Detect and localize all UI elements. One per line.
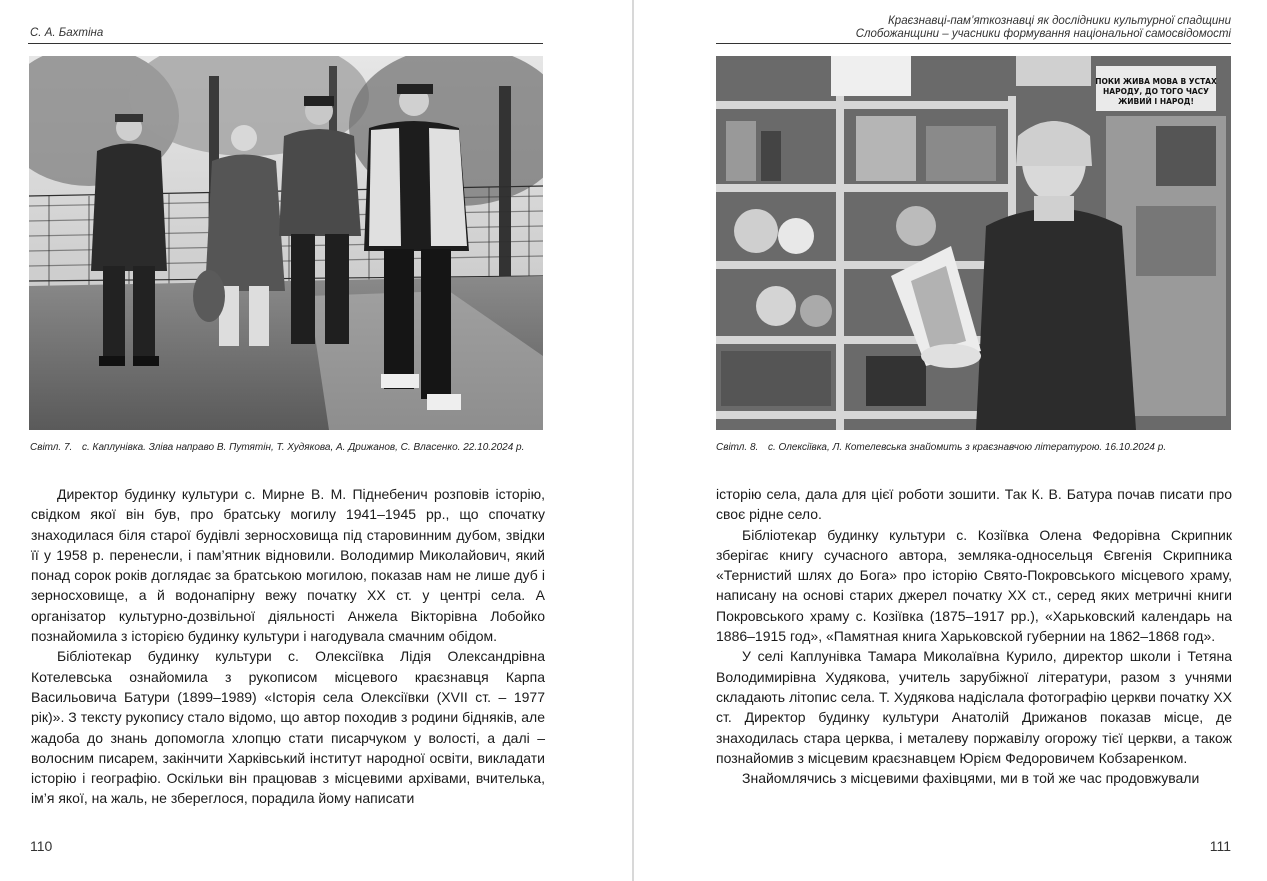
running-head-line: Краєзнавці-пам’яткознавці як дослідники культурної спадщини: [888, 15, 1231, 27]
photo-caption: [716, 442, 1226, 454]
paragraph: Знайомлячись з місцевими фахівцями, ми в той же час продовжували: [742, 770, 1200, 787]
caption-label: Світл. 8.: [716, 442, 759, 453]
right-page: [634, 0, 1267, 881]
running-head-author: С. А. Бахтіна: [30, 27, 104, 39]
svg-text:ЖИВИЙ І НАРОД!: ЖИВИЙ І НАРОД!: [1118, 97, 1194, 106]
caption-text: с. Олексіївка, Л. Котелевська знайомить з краєзнавчою літературою. 16.10.2024 р.: [768, 442, 1167, 453]
photo-caption: [30, 442, 540, 454]
running-head-title: [856, 15, 1231, 41]
photo-librarian: [716, 56, 1231, 430]
running-head-line: Слобожанщини – учасники формування національної самосвідомості: [855, 28, 1231, 40]
left-page: [0, 0, 633, 881]
paragraph: Бібліотекар будинку культури с. Козіївка Олена Федорівна Скрипник зберігає книгу сучасного автора, земляка-односельця Євгенія Скрипника «Тернистий шлях до Бога» про історію Свято-Покровського місцевого храму, написану на основі старих джерел початку ХХ ст., серед яких метричні книги Покровського храму с. Козіївка (1875–1917 рр.), «Харьковский календарь на 1886–1915 год», «Памятная книга Харьковской губернии на 1862–1868 год».: [716, 526, 1232, 645]
header-rule: [28, 43, 543, 44]
photo-image: [29, 56, 543, 430]
paragraph: Бібліотекар будинку культури с. Олексіївка Лідія Олександрівна Котелевська ознайомила з рукописом місцевого краєзнавця Карпа Васильовича Батури (1899–1989) «Історія села Олексіївки (XVII ст. – 1977 рік)». З тексту рукопису стало відомо, що автор походив з родини бідняків, але жадоба до знань допомогла хлопцю стати писарчуком у волості, а далі – волосним писарем, закінчити Харківський інститут народної освіти, викладати історію і географію. Оскільки він працював з місцевими архівами, вчителька, ім’я якої, на жаль, не збереглося, порадила йому написати: [31, 648, 545, 807]
body-text: [716, 484, 1232, 788]
caption-label: Світл. 7.: [30, 442, 73, 453]
svg-text:НАРОДУ, ДО ТОГО ЧАСУ: НАРОДУ, ДО ТОГО ЧАСУ: [1103, 87, 1209, 96]
photo-group-portrait: [29, 56, 543, 430]
photo-image: [716, 56, 1231, 430]
page-number: 111: [1209, 838, 1231, 854]
paragraph: У селі Каплунівка Тамара Миколаївна Курило, директор школи і Тетяна Володимирівна Худякова, учитель зарубіжної літератури, разом з учнями складають літопис села. Т. Худякова надіслала фотографію церкви початку ХХ ст. Директор будинку культури Анатолій Дрижанов показав місце, де знаходилась стара церква, і металеву поржавілу огорожу тієї церкви, а також познайомив з місцевим краєзнавцем Юрієм Федоровичем Кобзаренком.: [716, 648, 1232, 766]
page-number: 110: [30, 838, 53, 854]
paragraph: історію села, дала для цієї роботи зошити. Так К. В. Батура почав писати про своє рідне село.: [716, 486, 1232, 523]
body-text: [31, 484, 545, 809]
paragraph: Директор будинку культури с. Мирне В. М. Піднебенич розповів історію, свідком якої він був, про братську могилу 1941–1945 рр., що спочатку знаходилася біля старої будівлі зерносховища під старовинним дубом, звідки її у 1958 р. перенесли, і пам’ятник відновили. Володимир Миколайович, який понад сорок років доглядає за братською могилою, показав нам не лише дуб і зерносховище, а й водонапірну вежу початку ХХ ст. у центрі села. А організатор культурно-дозвільної діяльності Анжела Вікторівна Лобойко познайомила з історією будинку культури і нагодувала смачним обідом.: [31, 486, 545, 645]
svg-text:ПОКИ ЖИВА МОВА В УСТАХ: ПОКИ ЖИВА МОВА В УСТАХ: [1095, 77, 1217, 86]
caption-text: с. Каплунівка. Зліва направо В. Путятін, Т. Худякова, А. Дрижанов, С. Власенко. 22.10.2024 р.: [82, 442, 525, 453]
header-rule: [716, 43, 1231, 44]
